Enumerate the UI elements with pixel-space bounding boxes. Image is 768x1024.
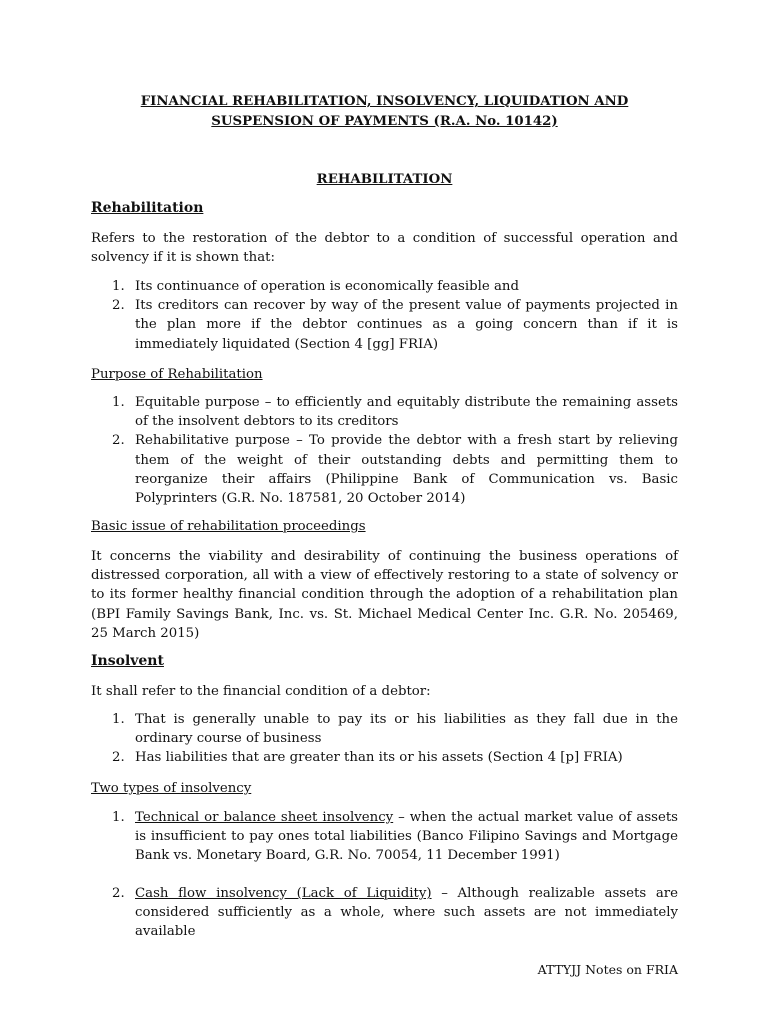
purpose-heading: Purpose of Rehabilitation [91,367,263,382]
title-line-1: FINANCIAL REHABILITATION, INSOLVENCY, LIQUIDATION AND [140,94,629,109]
types-list-continued [91,884,678,942]
list-item [91,884,678,942]
rehabilitation-definition: Refers to the restoration of the debtor to a condition of successful operation and solvency if it is shown that: [91,231,678,266]
list-item [91,710,678,748]
rehabilitation-heading: Rehabilitation [91,200,204,216]
list-item [91,277,678,296]
rehabilitation-conditions-list [91,277,678,354]
list-item [91,748,678,767]
list-item [91,393,678,431]
list-text: – Although realizable assets are considered sufficiently as a whole, where such assets are not immediately available [135,886,678,940]
list-number: 1. [112,279,125,294]
document-title [91,92,678,131]
list-number: 2. [112,750,125,766]
list-text: Its creditors can recover by way of the present value of payments projected in the plan more if the debtor continues as a going concern than if it is immediately liquidated (Section 4 [gg] FRIA) [135,298,678,352]
insolvent-definition: It shall refer to the financial condition of a debtor: [91,684,431,699]
insolvent-heading: Insolvent [91,653,164,669]
types-list [91,808,678,866]
list-number: 2. [112,433,125,449]
section-title: REHABILITATION [316,172,453,187]
list-item [91,431,678,508]
list-item [91,296,678,354]
list-text: Rehabilitative purpose – To provide the debtor with a fresh start by relieving them of the weight of their outstanding debts and permitting them to reorganize their affairs (Philippine Bank of Communication vs. Basic Polyprinters (G.R. No. 187581, 20 October 2014) [135,433,678,507]
list-text: That is generally unable to pay its or his liabilities as they fall due in the ordinary course of business [135,712,678,747]
insolvent-list [91,710,678,768]
purpose-list [91,393,678,508]
page-footer: ATTYJJ Notes on FRIA [537,962,678,977]
list-number: 2. [112,886,125,901]
list-text: Has liabilities that are greater than its or his assets (Section 4 [p] FRIA) [135,750,623,766]
list-term: Technical or balance sheet insolvency [135,810,394,825]
basic-issue-heading: Basic issue of rehabilitation proceedings [91,519,366,534]
list-term: Cash flow insolvency (Lack of Liquidity) [135,886,432,901]
document-page [91,92,679,940]
list-number: 1. [112,712,125,727]
list-number: 2. [112,298,125,314]
list-text: Equitable purpose – to efficiently and equitably distribute the remaining assets of the insolvent debtors to its creditors [135,395,678,430]
title-line-2: SUSPENSION OF PAYMENTS (R.A. No. 10142) [211,113,558,129]
list-number: 1. [112,810,125,825]
list-number: 1. [112,395,125,410]
types-heading: Two types of insolvency [91,781,252,796]
list-text: – when the actual market value of assets is insufficient to pay ones total liabilities (Banco Filipino Savings and Mortgage Bank vs. Monetary Board, G.R. No. 70054, 11 December 1991) [135,810,679,864]
list-item [91,808,678,866]
basic-issue-text: It concerns the viability and desirability of continuing the business operations of distressed corporation, all with a view of effectively restoring to a state of solvency or to its former healthy financial condition through the adoption of a rehabilitation plan (BPI Family Savings Bank, Inc. vs. St. Michael Medical Center Inc. G.R. No. 205469, 25 March 2015) [91,549,678,641]
list-text: Its continuance of operation is economically feasible and [135,279,519,294]
